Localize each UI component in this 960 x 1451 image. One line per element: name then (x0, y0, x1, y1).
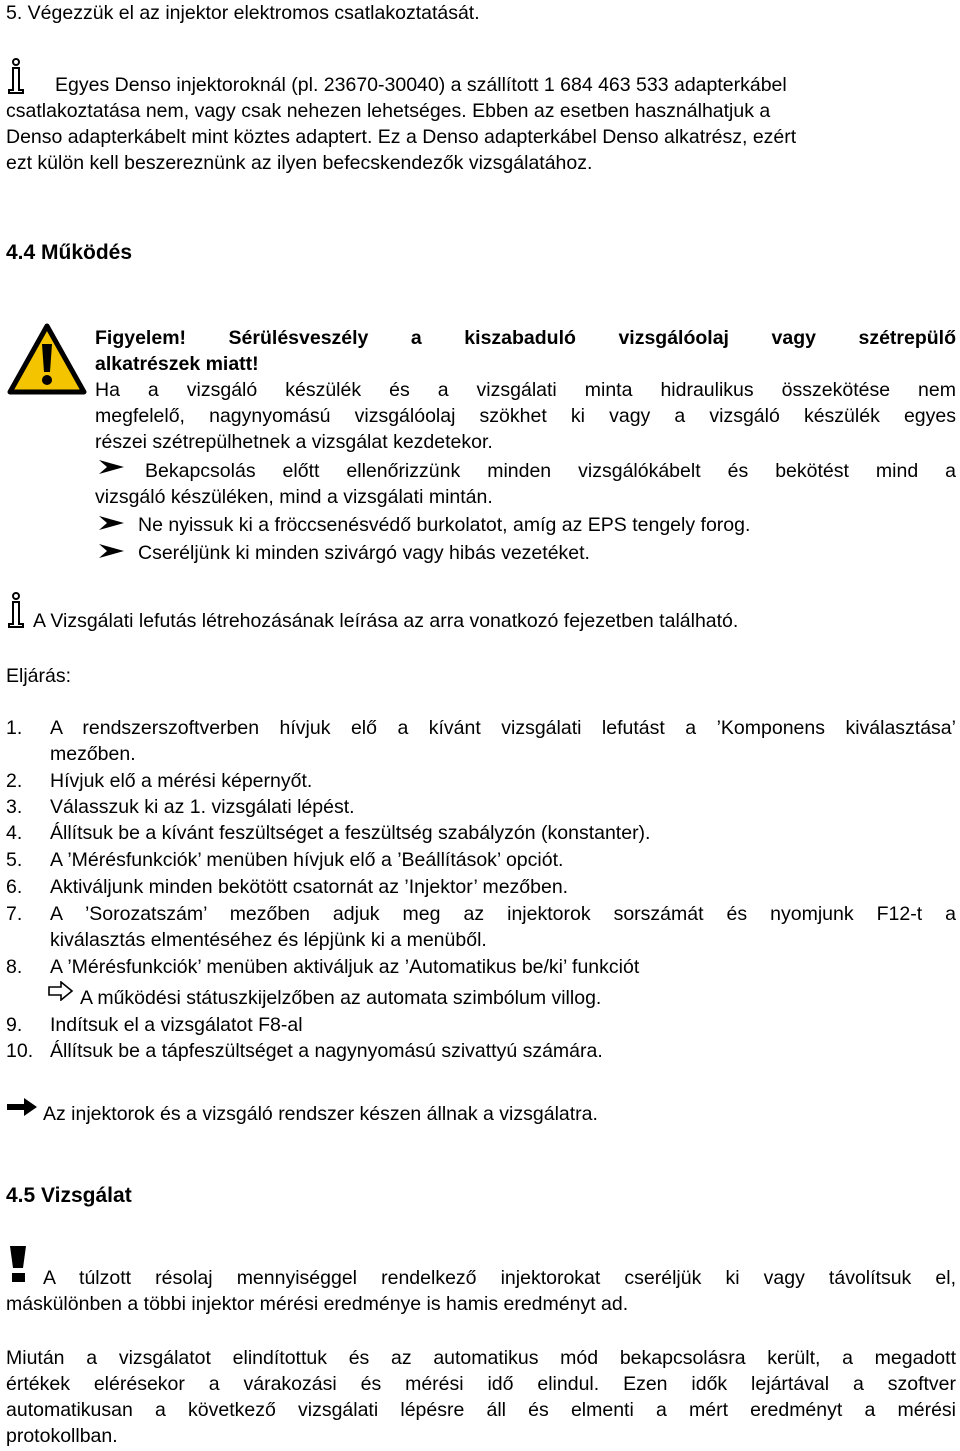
arrowhead-bullet-icon (98, 542, 126, 560)
step-number: 5. (6, 849, 23, 871)
step-number: 6. (6, 876, 23, 898)
hollow-arrow-icon (48, 981, 74, 1001)
body-text: értékek elérésekor a várakozási és mérési idő elindul. Ezen idők lejártával a szoftver (6, 1373, 956, 1395)
body-text: protokollban. (6, 1425, 118, 1447)
step-text: A ’Mérésfunkciók’ menüben hívjuk elő a ’Beállítások’ opciót. (50, 849, 564, 871)
section-heading: 4.5 Vizsgálat (6, 1184, 132, 1207)
warning-title: Figyelem! Sérülésveszély a kiszabaduló vizsgálóolaj vagy szétrepülő (95, 327, 956, 349)
step-text: Állítsuk be a tápfeszültséget a nagynyomású szivattyú számára. (50, 1040, 603, 1062)
bullet-text: Ne nyissuk ki a fröccsenésvédő burkolatot, amíg az EPS tengely forog. (138, 514, 751, 536)
step-text: mezőben. (50, 743, 136, 765)
bullet-text: Bekapcsolás előtt ellenőrizzünk minden vizsgálókábelt és bekötést mind a (145, 460, 956, 482)
info-text-line: ezt külön kell beszereznünk az ilyen befecskendezők vizsgálatához. (6, 152, 593, 174)
step-number: 10. (6, 1040, 34, 1062)
caution-text: máskülönben a többi injektor mérési eredménye is hamis eredményt ad. (6, 1293, 629, 1315)
info-text-line: A Vizsgálati lefutás létrehozásának leírása az arra vonatkozó fejezetben található. (33, 610, 739, 632)
warning-text: Ha a vizsgáló készülék és a vizsgálati minta hidraulikus összekötése nem (95, 379, 956, 401)
warning-text: megfelelő, nagynyomású vizsgálóolaj szökhet ki vagy a vizsgáló készülék egyes (95, 405, 956, 427)
step-number: 4. (6, 822, 23, 844)
step-text: Válasszuk ki az 1. vizsgálati lépést. (50, 796, 355, 818)
step-5-text: 5. Végezzük el az injektor elektromos csatlakoztatását. (6, 2, 480, 24)
step-number: 8. (6, 956, 23, 978)
step-text: A ’Mérésfunkciók’ menüben aktiváljuk az ’Automatikus be/ki’ funkciót (50, 956, 640, 978)
step-text: A ’Sorozatszám’ mezőben adjuk meg az injektorok sorszámát és nyomjunk F12-t a (50, 903, 956, 925)
info-text-line: Egyes Denso injektoroknál (pl. 23670-30040) a szállított 1 684 463 533 adapterkábel (55, 74, 787, 96)
info-text-line: Denso adapterkábelt mint köztes adaptert. Ez a Denso adapterkábel Denso alkatrész, ezért (6, 126, 797, 148)
arrow-icon (6, 1096, 38, 1118)
bullet-text: Cseréljünk ki minden szivárgó vagy hibás vezetéket. (138, 542, 590, 564)
warning-triangle-icon (6, 322, 88, 396)
info-icon (6, 592, 30, 630)
step-text: Aktiváljunk minden bekötött csatornát az ’Injektor’ mezőben. (50, 876, 569, 898)
warning-title: alkatrészek miatt! (95, 353, 259, 375)
exclamation-icon (8, 1244, 32, 1284)
info-icon (6, 58, 30, 96)
section-heading: 4.4 Működés (6, 241, 133, 264)
arrowhead-bullet-icon (98, 458, 126, 476)
step-number: 9. (6, 1014, 23, 1036)
step-text: kiválasztás elmentéséhez és lépjünk ki a menüből. (50, 929, 487, 951)
step-number: 3. (6, 796, 23, 818)
step-number: 2. (6, 770, 23, 792)
info-text-line: csatlakoztatása nem, vagy csak nehezen lehetséges. Ebben az esetben használhatjuk a (6, 100, 771, 122)
bullet-text: vizsgáló készüléken, mind a vizsgálati mintán. (95, 486, 493, 508)
step-text: Indítsuk el a vizsgálatot F8-al (50, 1014, 303, 1036)
step-text: Állítsuk be a kívánt feszültséget a feszültség szabályzón (konstanter). (50, 822, 651, 844)
warning-text: részei szétrepülhetnek a vizsgálat kezdetekor. (95, 431, 493, 453)
procedure-label: Eljárás: (6, 665, 72, 687)
step-number: 7. (6, 903, 23, 925)
body-text: Miután a vizsgálatot elindítottuk és az automatikus mód bekapcsolásra került, a megadott (6, 1347, 956, 1369)
step-result-text: A működési státuszkijelzőben az automata szimbólum villog. (80, 987, 602, 1009)
ready-text: Az injektorok és a vizsgáló rendszer készen állnak a vizsgálatra. (43, 1103, 598, 1125)
step-text: A rendszerszoftverben hívjuk elő a kívánt vizsgálati lefutást a ’Komponens kiválasztása’ (50, 717, 956, 739)
caution-text: A túlzott résolaj mennyiséggel rendelkező injektorokat cseréljük ki vagy távolítsuk el, (43, 1267, 956, 1289)
body-text: automatikusan a következő vizsgálati lépésre áll és elmenti a mért eredményt a mérési (6, 1399, 956, 1421)
arrowhead-bullet-icon (98, 514, 126, 532)
step-number: 1. (6, 717, 23, 739)
step-text: Hívjuk elő a mérési képernyőt. (50, 770, 313, 792)
